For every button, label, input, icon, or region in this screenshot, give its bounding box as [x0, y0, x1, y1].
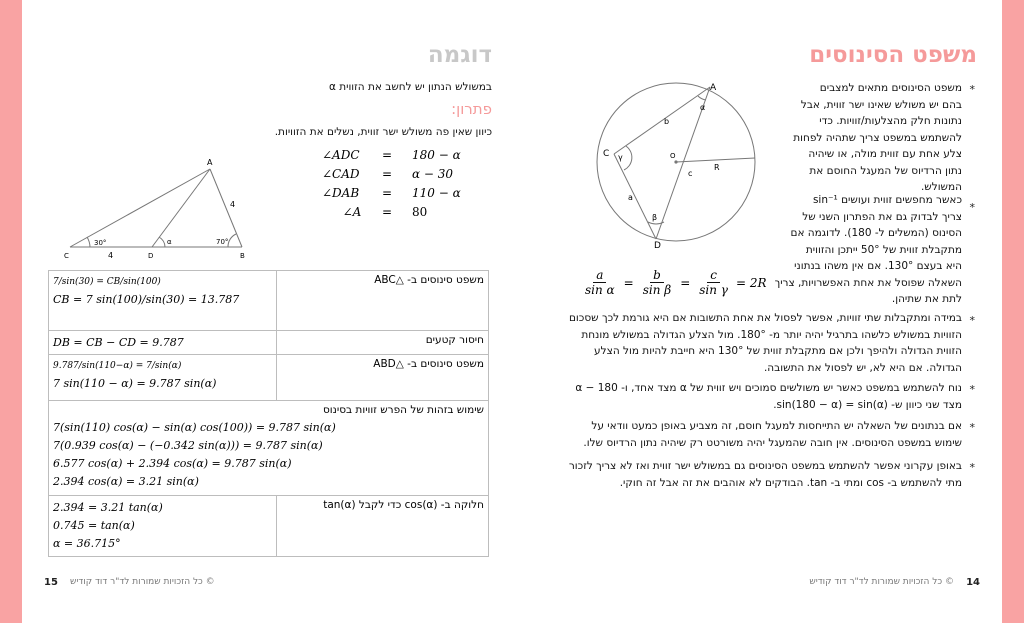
table-row — [49, 401, 489, 496]
text-line: מתקבלת זווית של 50° ייתכן והזווית — [805, 243, 962, 256]
bullet-paragraph — [569, 458, 962, 491]
text-line: בהם יש משולש שאינו ישר זווית, אבל — [800, 98, 962, 111]
text-line: הגדולה. אם היא לא, יש לפסול את התשובה. — [763, 361, 962, 374]
vertex-d-label: D — [148, 252, 154, 260]
math-line: 2.394 = 3.21 tan(α) — [53, 501, 163, 514]
text-line: שימוש במשפט הסינוסים. אין חובה שהמעגל יהיה משורטט רק שיהיה נתון הרדיוס שלו. — [583, 436, 962, 449]
math-line: 7(sin(110) cos(α) − sin(α) cos(100)) = 9.787 sin(α) — [53, 421, 336, 434]
table-row — [49, 331, 489, 355]
solution-explanation: כיוון שאין פה משולש ישר זווית, נשלים את הזוויות. — [274, 126, 492, 138]
triangle-diagram — [62, 155, 272, 265]
numerator: c — [707, 268, 720, 283]
text-line: היא בעצם 130°. אם אין משהו בנתוני — [794, 260, 962, 272]
step-description: שימוש בזהות של הפרש זוויות בסינוס — [322, 404, 484, 416]
angle-gamma-label: γ — [618, 153, 623, 162]
vertex-a-label: A — [207, 158, 213, 167]
side-a-label: a — [628, 193, 633, 202]
copyright-footer: © כל הזכויות שמורות לד"ר דוד קודיש — [70, 577, 215, 587]
angle-alpha-label: α — [700, 103, 706, 112]
bullet-paragraph — [569, 310, 962, 376]
equals-sign: = — [680, 275, 691, 290]
side-c-label: c — [688, 169, 693, 178]
angle-b-label: 70° — [216, 238, 229, 246]
fraction — [582, 268, 618, 297]
text-line: צריך לבדוק גם את הפתרון השני של — [802, 210, 962, 223]
angle-name: ∠CAD — [322, 167, 360, 181]
page-number: 15 — [44, 577, 58, 588]
text-line: נוח להשתמש במשפט כאשר יש משולשים סמוכים ויש זווית של α מצד אחד, ו- 180 − α — [575, 382, 962, 394]
fraction — [640, 268, 674, 297]
text-line: צלע אחת עם זווית מולה, או שיהיה — [808, 148, 962, 160]
angle-value: α − 30 — [412, 167, 454, 181]
angle-eq: = — [382, 167, 393, 181]
text-line: באופן עקרוני אפשר להשתמש במשפט הסינוסים גם במשולש ישר זווית ואז לא צריך לזכור — [568, 460, 962, 472]
angle-d-label: α — [167, 238, 172, 246]
vertex-d-label: D — [654, 241, 661, 251]
math-line: 7/sin(30) = CB/sin(100) — [53, 277, 161, 287]
angle-value: 80 — [412, 205, 428, 219]
bullet-paragraph — [575, 380, 962, 413]
sine-rule-formula — [582, 268, 767, 297]
angle-value: 180 − α — [412, 148, 461, 162]
angle-row — [322, 184, 492, 203]
vertex-b-label: B — [240, 252, 245, 260]
angle-list — [322, 146, 492, 222]
angle-name: ∠A — [342, 205, 362, 219]
bullet-star-icon: * — [969, 201, 975, 214]
page-title: משפט הסינוסים — [809, 42, 977, 68]
left-page — [22, 0, 512, 623]
text-line: הזווית הגדולה ולהיפך ולכן אם מתקבלת זווית של 130° היא חייבת להיות מול הצלע — [594, 345, 962, 357]
numerator: a — [593, 268, 606, 283]
denominator: sin β — [642, 283, 672, 297]
angle-name: ∠ADC — [322, 148, 360, 162]
math-line: DB = CB − CD = 9.787 — [53, 336, 184, 349]
text-line: משפט הסינוסים מתאים למצבים — [819, 82, 962, 94]
text-line: נתון הרדיוס של המעגל החוסם את — [809, 164, 962, 177]
numerator: b — [650, 268, 664, 283]
text-line: כאשר מחפשים זווית ועושים sin⁻¹ — [812, 194, 962, 206]
text-line: לתת את שתיהן. — [891, 293, 962, 305]
step-description: משפט סינוסים ב- △ABC — [276, 271, 488, 331]
math-line: 7 sin(110 − α) = 9.787 sin(α) — [53, 377, 217, 390]
copyright-footer: © כל הזכויות שמורות לד"ר דוד קודיש — [809, 577, 954, 587]
page-number: 14 — [966, 577, 980, 588]
math-line: 9.787/sin(110−α) = 7/sin(α) — [53, 361, 182, 371]
vertex-a-label: A — [710, 83, 717, 93]
angle-c-label: 30° — [94, 239, 107, 247]
table-row — [49, 496, 489, 557]
table-row — [49, 271, 489, 331]
text-line: להשתמש במשפט צריך שתהיה לפחות — [793, 131, 962, 144]
denominator: sin γ — [699, 283, 728, 297]
text-line: הסינוס (המשלים ל- 180). לדוגמה אם — [790, 227, 962, 239]
bullet-star-icon: * — [969, 383, 975, 396]
angle-name: ∠DAB — [322, 186, 360, 200]
text-line: הזוויות במשולש כלשהו בתרגיל יהיה יותר מ- 180°. מול הצלע הגדולה במשולש מונחת — [581, 328, 962, 341]
radius-label: R — [714, 163, 720, 172]
circumscribed-circle-diagram — [586, 82, 766, 252]
math-line: 0.745 = tan(α) — [53, 519, 135, 532]
bullet-star-icon: * — [969, 83, 975, 96]
bullet-paragraph — [793, 80, 962, 196]
angle-eq: = — [382, 148, 393, 162]
angle-eq: = — [382, 205, 393, 219]
vertex-c-label: C — [603, 149, 610, 159]
solution-label: פתרון: — [451, 100, 492, 118]
math-line: CB = 7 sin(100)/sin(30) = 13.787 — [53, 293, 240, 306]
bullet-star-icon: * — [969, 314, 975, 327]
step-description: חלוקה ב- cos(α) כדי לקבל tan(α) — [276, 496, 488, 557]
text-line: נתונות חלק מהצלעות/זוויות. כדי — [819, 115, 962, 127]
angle-row — [322, 203, 492, 222]
text-line: מצד שני כיוון ש- sin(180 − α) = sin(α). — [773, 398, 962, 411]
example-intro: במשולש הנתון יש לחשב את הזווית α — [328, 81, 492, 93]
step-description: חיסור קטעים — [276, 331, 488, 355]
angle-row — [322, 165, 492, 184]
text-line: אם בנתונים של השאלה יש התייחסות למעגל חוסם, זה מצביע באופן כמעט וודאי על — [591, 420, 962, 432]
math-line: 6.577 cos(α) + 2.394 cos(α) = 9.787 sin(α) — [53, 457, 292, 470]
bullet-star-icon: * — [969, 421, 975, 434]
vertex-c-label: C — [64, 252, 69, 260]
bullet-star-icon: * — [969, 461, 975, 474]
side-cd-label: 4 — [108, 251, 114, 260]
text-line: מתי להשתמש ב- cos ומתי ב- tan. הבודקים לא אוהבים את זה אבל זה חוקי. — [619, 476, 962, 489]
angle-beta-label: β — [652, 213, 658, 222]
bullet-paragraph — [583, 418, 962, 451]
side-b-label: b — [664, 117, 670, 126]
text-line: השאלה שפוסל את אחת האפשרויות, צריך — [774, 276, 962, 289]
math-line: α = 36.715° — [53, 537, 121, 550]
table-row — [49, 355, 489, 401]
center-label: O — [670, 152, 676, 160]
formula-rhs: = 2R — [735, 275, 767, 290]
fraction — [696, 268, 731, 297]
text-line: במידה ומתקבלות שתי זוויות, אפשר לפסול את אחת התשובות אם היא גורמת לכך שסכום — [568, 312, 962, 324]
denominator: sin α — [585, 283, 615, 297]
step-description: משפט סינוסים ב- △ABD — [276, 355, 488, 401]
solution-table — [48, 270, 489, 557]
bullet-paragraph — [775, 192, 962, 308]
right-page — [512, 0, 1002, 623]
angle-value: 110 − α — [412, 186, 461, 200]
equals-sign: = — [623, 275, 634, 290]
side-ab-label: 4 — [230, 200, 236, 209]
angle-row — [322, 146, 492, 165]
angle-eq: = — [382, 186, 393, 200]
text-line: המשולש. — [920, 181, 962, 193]
example-title: דוגמה — [427, 42, 492, 68]
math-line: 7(0.939 cos(α) − (−0.342 sin(α))) = 9.787 sin(α) — [53, 439, 323, 452]
math-line: 2.394 cos(α) = 3.21 sin(α) — [53, 475, 199, 488]
